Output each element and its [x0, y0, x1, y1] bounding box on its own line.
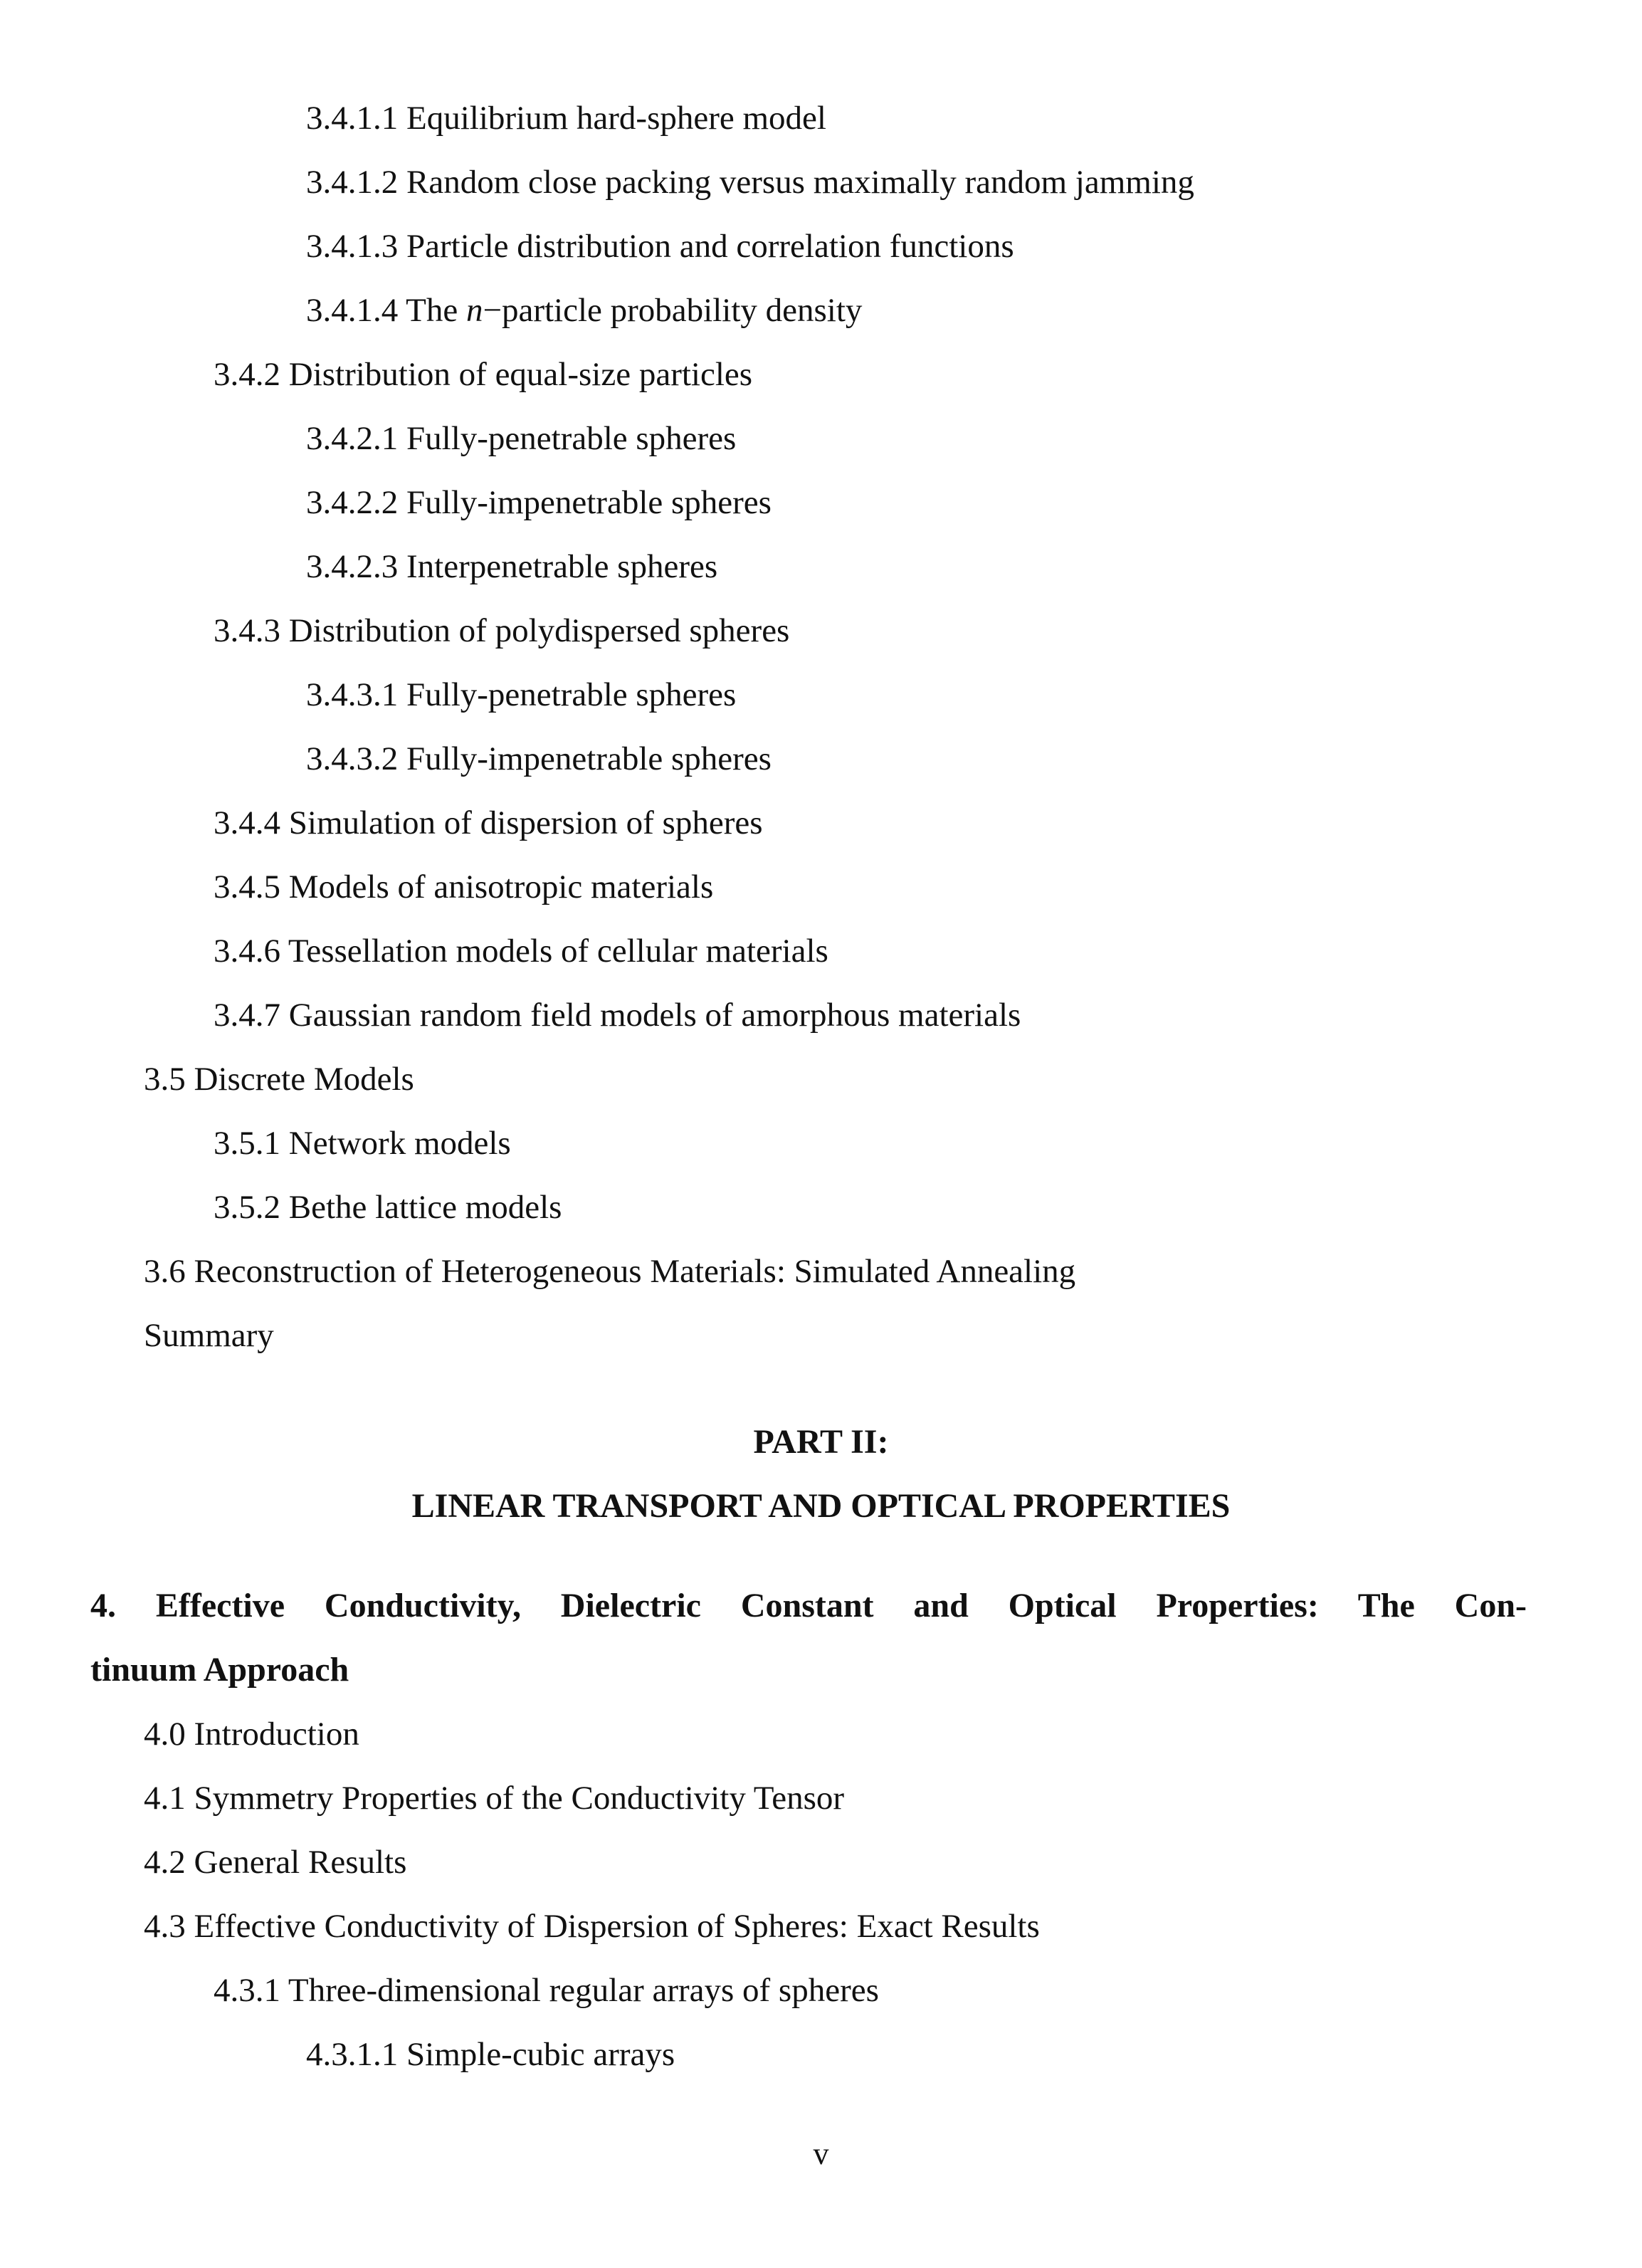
toc-entry-title: Distribution of equal-size particles	[288, 356, 753, 393]
toc-entry-number: 3.4.3.1	[306, 676, 399, 713]
toc-entry-number: 3.5.2	[214, 1189, 280, 1226]
toc-entry-number: 3.4.3.2	[306, 740, 399, 777]
toc-entry-title: Symmetry Properties of the Conductivity Tensor	[194, 1780, 845, 1817]
toc-entry	[214, 353, 752, 396]
toc-entry	[306, 737, 772, 780]
toc-entry-title: Simulation of dispersion of spheres	[288, 804, 763, 841]
toc-entry	[214, 1122, 511, 1165]
toc-entry-title: Particle distribution and correlation functions	[406, 228, 1014, 265]
toc-entry	[214, 609, 789, 652]
toc-entry	[214, 930, 828, 972]
toc-entry-title: Distribution of polydispersed spheres	[288, 612, 790, 649]
chapter-title-line-2: tinuum Approach	[90, 1651, 349, 1689]
toc-entry	[214, 1186, 562, 1229]
toc-entry	[306, 97, 826, 140]
toc-entry-title	[406, 292, 862, 329]
toc-entry-number: 3.4.2	[214, 356, 280, 393]
page-number: v	[813, 2136, 829, 2171]
toc-entry-number: 3.4.4	[214, 804, 280, 841]
toc-entry	[214, 994, 1021, 1036]
toc-entry-summary	[144, 1314, 274, 1357]
toc-entry	[144, 1777, 844, 1820]
toc-entry-number: 3.4.2.3	[306, 548, 399, 585]
part-label: PART II:	[753, 1423, 889, 1461]
toc-entry-title: Equilibrium hard-sphere model	[406, 100, 826, 137]
toc-entry	[306, 225, 1014, 268]
toc-entry-number: 3.5	[144, 1061, 186, 1098]
toc-entry-title: Effective Conductivity of Dispersion of Spheres: Exact Results	[194, 1908, 1040, 1945]
toc-entry-title: General Results	[194, 1844, 407, 1881]
toc-entry-title: Gaussian random field models of amorphous materials	[288, 997, 1021, 1034]
toc-entry-title: Fully-impenetrable spheres	[406, 484, 772, 521]
toc-entry-title: Fully-penetrable spheres	[406, 420, 737, 457]
toc-entry-number: 4.1	[144, 1780, 186, 1817]
toc-entry-number: 3.4.1.4	[306, 292, 399, 329]
toc-entry-title: Introduction	[194, 1716, 359, 1753]
toc-entry-number: 3.4.2.1	[306, 420, 399, 457]
toc-entry-title: Tessellation models of cellular materials	[288, 933, 828, 970]
toc-entry-number: 3.4.1.3	[306, 228, 399, 265]
toc-entry-title: Interpenetrable spheres	[406, 548, 718, 585]
toc-entry	[306, 161, 1194, 204]
toc-entry-number: 3.4.7	[214, 997, 280, 1034]
toc-entry-title: Discrete Models	[194, 1061, 414, 1098]
toc-entry-number: 4.3.1	[214, 1972, 280, 2009]
math-variable: n	[465, 292, 483, 329]
toc-entry	[306, 289, 862, 332]
toc-entry	[144, 1250, 1075, 1293]
toc-entry-title: Simple-cubic arrays	[406, 2036, 675, 2073]
toc-entry-number: 3.4.1.2	[306, 164, 399, 201]
toc-entry-number: 3.4.2.2	[306, 484, 399, 521]
toc-entry-number: 4.2	[144, 1844, 186, 1881]
toc-entry	[214, 802, 763, 844]
toc-entry-title: Random close packing versus maximally random jamming	[406, 164, 1194, 201]
toc-entry-title: Reconstruction of Heterogeneous Materials: Simulated Annealing	[194, 1253, 1076, 1290]
toc-entry-number: 3.4.1.1	[306, 100, 399, 137]
toc-entry-number: 4.3	[144, 1908, 186, 1945]
toc-entry-number: 3.4.5	[214, 868, 280, 905]
toc-entry	[306, 481, 772, 524]
toc-entry	[144, 1713, 359, 1755]
toc-entry-title: Three-dimensional regular arrays of spheres	[288, 1972, 879, 2009]
toc-entry-number: 3.6	[144, 1253, 186, 1290]
toc-entry	[214, 1969, 879, 2012]
toc-entry-number: 3.4.3	[214, 612, 280, 649]
toc-entry	[144, 1841, 406, 1884]
toc-entry	[214, 866, 713, 908]
toc-entry-number: 4.0	[144, 1716, 186, 1753]
toc-entry-title: Fully-impenetrable spheres	[406, 740, 772, 777]
toc-entry-title: Network models	[288, 1125, 511, 1162]
toc-entry-title: Fully-penetrable spheres	[406, 676, 737, 713]
toc-entry-title: Summary	[144, 1317, 274, 1354]
toc-entry	[306, 673, 736, 716]
toc-entry	[306, 545, 717, 588]
title-text: −particle probability density	[483, 292, 863, 329]
toc-entry-title: Models of anisotropic materials	[288, 868, 714, 905]
toc-entry-number: 3.5.1	[214, 1125, 280, 1162]
toc-entry	[306, 417, 736, 460]
toc-entry-number: 3.4.6	[214, 933, 280, 970]
toc-entry	[144, 1905, 1040, 1948]
toc-entry-title: Bethe lattice models	[288, 1189, 562, 1226]
toc-entry	[306, 2033, 675, 2076]
toc-entry	[144, 1058, 414, 1101]
toc-entry-number: 4.3.1.1	[306, 2036, 399, 2073]
title-text: The	[406, 292, 466, 329]
part-title: LINEAR TRANSPORT AND OPTICAL PROPERTIES	[411, 1487, 1231, 1525]
chapter-title-line-1: 4. Effective Conductivity, Dielectric Constant and Optical Properties: The Con-	[90, 1587, 1527, 1624]
